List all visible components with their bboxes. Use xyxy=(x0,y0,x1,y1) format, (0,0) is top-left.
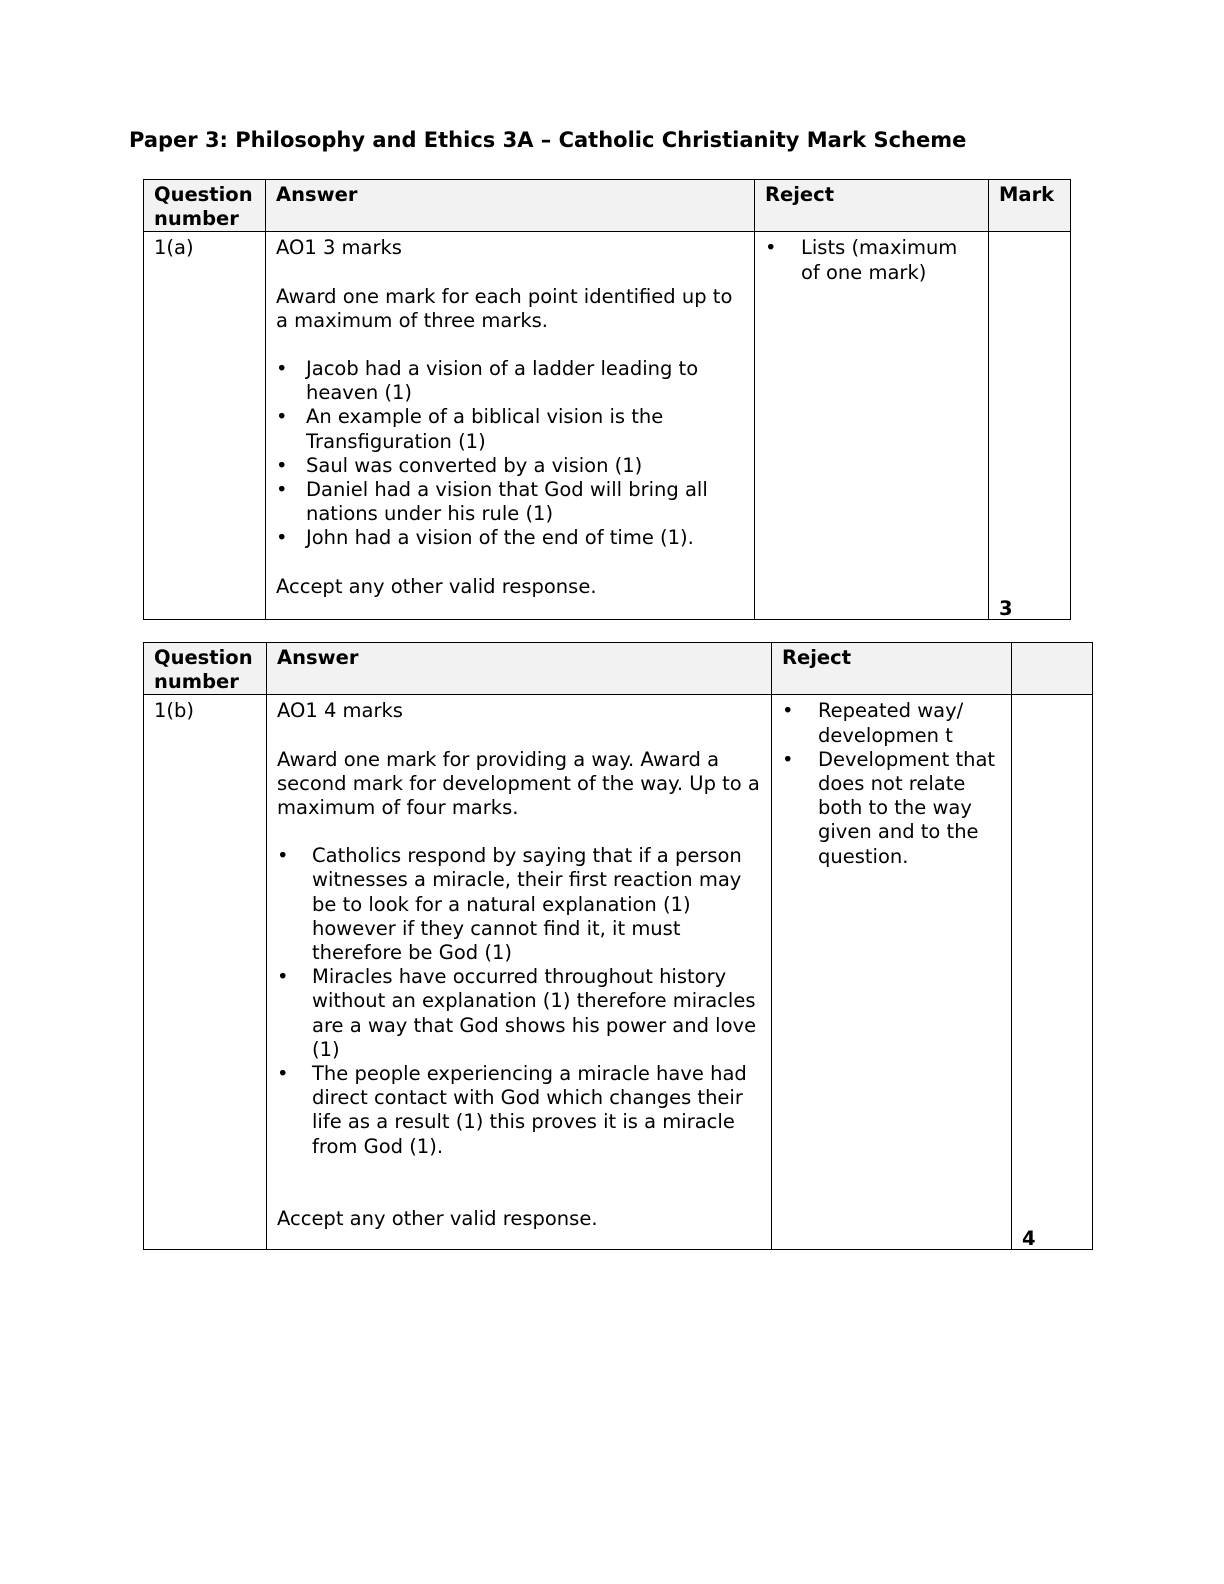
header-reject: Reject xyxy=(755,180,989,232)
list-item: • Catholics respond by saying that if a person witnesses a miracle, their first reaction may be to look for a natural explanation (1) however if they cannot find it, it must therefore be God (1) xyxy=(277,844,742,965)
ao-label-1a: AO1 3 marks xyxy=(276,236,402,260)
list-item: • Development that does not relate both to the way given and to the question. xyxy=(782,747,996,868)
mark-value-1a: 3 xyxy=(999,597,1013,621)
list-item: • Miracles have occurred throughout history without an explanation (1) therefore miracles are a way that God shows his power and love (1) xyxy=(277,965,757,1061)
header-answer: Answer xyxy=(267,643,772,695)
answer-cell-1a xyxy=(266,232,755,620)
points-list-1b xyxy=(277,844,761,1159)
reject-cell-1b xyxy=(772,695,1012,1250)
bullet-icon: • xyxy=(782,747,794,771)
bullet-icon: • xyxy=(277,1062,289,1086)
bullet-icon: • xyxy=(277,844,289,868)
header-answer: Answer xyxy=(266,180,755,232)
header-question-number: Question number xyxy=(144,180,266,232)
list-item: • The people experiencing a miracle have had direct contact with God which changes their life as a result (1) this proves it is a miracle from God (1). xyxy=(277,1062,747,1158)
mark-scheme-table-1a xyxy=(143,179,1071,620)
accept-note-1a: Accept any other valid response. xyxy=(276,574,597,598)
bullet-icon: • xyxy=(276,405,288,429)
list-item: • Lists (maximum of one mark) xyxy=(765,236,958,284)
question-number-1b: 1(b) xyxy=(144,695,267,1250)
list-item: • Jacob had a vision of a ladder leading to heaven (1) xyxy=(276,357,699,405)
bullet-icon: • xyxy=(765,236,777,260)
answer-cell-1b xyxy=(267,695,772,1250)
instruction-1a: Award one mark for each point identified up to a maximum of three marks. xyxy=(276,284,733,332)
accept-note-1b: Accept any other valid response. xyxy=(277,1206,598,1230)
bullet-icon: • xyxy=(276,453,288,477)
header-reject: Reject xyxy=(772,643,1012,695)
list-item: • Repeated way/ developmen t xyxy=(782,699,964,747)
list-item: • Saul was converted by a vision (1) xyxy=(276,453,643,477)
list-item: • An example of a biblical vision is the Transfiguration (1) xyxy=(276,405,664,453)
question-number-1a: 1(a) xyxy=(144,232,266,620)
reject-list-1b xyxy=(782,699,1001,868)
header-question-number: Question number xyxy=(144,643,267,695)
header-mark-empty xyxy=(1012,643,1093,695)
mark-cell-1a xyxy=(989,232,1071,620)
reject-list-1a xyxy=(765,236,978,284)
list-item: • John had a vision of the end of time (1). xyxy=(276,526,694,550)
list-item: • Daniel had a vision that God will bring all nations under his rule (1) xyxy=(276,478,708,526)
mark-scheme-table-1b xyxy=(143,642,1093,1250)
bullet-icon: • xyxy=(276,526,288,550)
ao-label-1b: AO1 4 marks xyxy=(277,699,403,723)
header-mark: Mark xyxy=(989,180,1071,232)
bullet-icon: • xyxy=(277,965,289,989)
mark-cell-1b xyxy=(1012,695,1093,1250)
mark-value-1b: 4 xyxy=(1022,1227,1036,1251)
bullet-icon: • xyxy=(276,357,288,381)
page-title: Paper 3: Philosophy and Ethics 3A – Catholic Christianity Mark Scheme xyxy=(129,128,967,152)
bullet-icon: • xyxy=(276,478,288,502)
instruction-1b: Award one mark for providing a way. Award a second mark for development of the way. Up to a maximum of four marks. xyxy=(277,747,760,820)
reject-cell-1a xyxy=(755,232,989,620)
bullet-icon: • xyxy=(782,699,794,723)
points-list-1a xyxy=(276,357,744,551)
